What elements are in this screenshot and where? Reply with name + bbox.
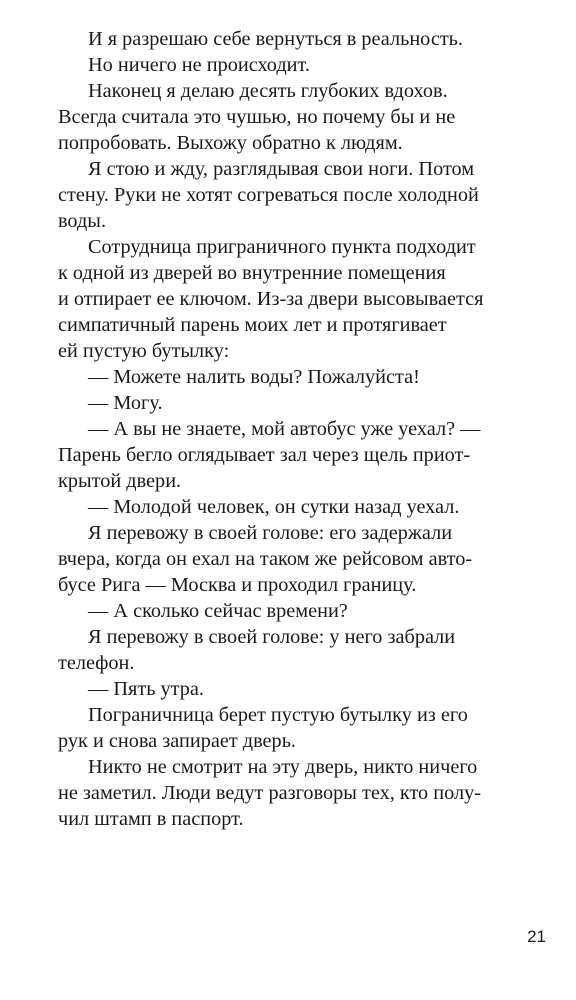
text-line: к одной из дверей во внутренние помещения <box>58 262 446 284</box>
text-line: Наконец я делаю десять глубоких вдохов. <box>88 80 448 102</box>
text-line: не заметил. Люди ведут разговоры тех, кто полу- <box>58 782 481 804</box>
text-line: симпатичный парень моих лет и протягивает <box>58 314 447 336</box>
text-line: рук и снова запирает дверь. <box>58 730 297 752</box>
text-line: воды. <box>58 210 107 232</box>
text-line: крытой двери. <box>58 470 182 492</box>
text-line: попробовать. Выхожу обратно к людям. <box>58 132 403 154</box>
text-line: — Молодой человек, он сутки назад уехал. <box>88 496 460 518</box>
text-line: Парень бегло оглядывает зал через щель приот- <box>58 444 471 466</box>
text-line: бусе Рига — Москва и проходил границу. <box>58 574 417 596</box>
text-line: Сотрудница приграничного пункта подходит <box>88 236 476 258</box>
text-line: Я перевожу в своей голове: у него забрали <box>88 626 456 648</box>
text-line: Пограничница берет пустую бутылку из его <box>88 704 468 726</box>
text-line: ей пустую бутылку: <box>58 340 230 362</box>
text-line: стену. Руки не хотят согреваться после холодной <box>58 184 479 206</box>
text-line: — А вы не знаете, мой автобус уже уехал? — <box>88 418 481 440</box>
text-line: Но ничего не происходит. <box>88 54 310 76</box>
text-line: — А сколько сейчас времени? <box>88 600 348 622</box>
text-line: Я стою и жду, разглядывая свои ноги. Потом <box>88 158 475 180</box>
text-line: — Могу. <box>88 392 163 414</box>
text-line: чил штамп в паспорт. <box>58 808 244 830</box>
text-line: Никто не смотрит на эту дверь, никто ничего <box>88 756 478 778</box>
text-line: И я разрешаю себе вернуться в реальность. <box>88 28 464 50</box>
text-line: Я перевожу в своей голове: его задержали <box>88 522 453 544</box>
text-line: — Можете налить воды? Пожалуйста! <box>88 366 420 388</box>
text-line: Всегда считала это чушью, но почему бы и не <box>58 106 456 128</box>
page-number: 21 <box>527 927 546 946</box>
text-line: и отпирает ее ключом. Из-за двери высовывается <box>58 288 484 310</box>
text-line: вчера, когда он ехал на таком же рейсовом авто- <box>58 548 473 570</box>
text-line: — Пять утра. <box>88 678 204 700</box>
text-line: телефон. <box>58 652 135 674</box>
